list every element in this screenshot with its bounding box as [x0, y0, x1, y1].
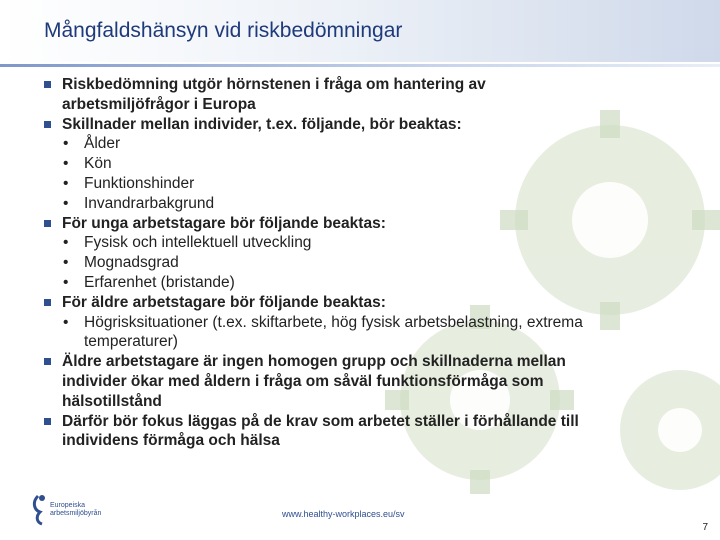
- sub-text: Ålder: [84, 135, 121, 153]
- dot-bullet-icon: •: [63, 155, 69, 173]
- sub-item: [44, 134, 604, 154]
- sub-text: Mognadsgrad: [84, 254, 179, 272]
- dot-bullet-icon: •: [63, 174, 69, 192]
- sub-item: [44, 253, 604, 273]
- bullet-text: Skillnader mellan individer, t.ex. följande, bör beaktas:: [62, 115, 462, 133]
- list-item: [44, 352, 604, 411]
- agency-logo-text: [50, 502, 101, 518]
- list-item: [44, 75, 604, 115]
- list-item: [44, 412, 604, 452]
- logo-line: Europeiska: [50, 502, 86, 509]
- dot-bullet-icon: •: [63, 234, 69, 252]
- sub-item: [44, 273, 604, 293]
- page-title: Mångfaldshänsyn vid riskbedömningar: [44, 19, 403, 42]
- square-bullet-icon: [44, 418, 51, 425]
- square-bullet-icon: [44, 358, 51, 365]
- square-bullet-icon: [44, 220, 51, 227]
- footer-url[interactable]: www.healthy-workplaces.eu/sv: [282, 509, 405, 519]
- sub-text: Fysisk och intellektuell utveckling: [84, 234, 312, 252]
- bullet-text: Äldre arbetstagare är ingen homogen grupp och skillnaderna mellan individer ökar med åldern i fråga om såväl funktionsförmåga som hälsotillstånd: [62, 353, 566, 410]
- dot-bullet-icon: •: [63, 313, 69, 331]
- bullet-text: Därför bör fokus läggas på de krav som arbetet ställer i förhållande till individens förmåga och hälsa: [62, 412, 579, 450]
- sub-text: Erfarenhet (bristande): [84, 273, 235, 291]
- square-bullet-icon: [44, 81, 51, 88]
- sub-item: [44, 154, 604, 174]
- list-item: [44, 293, 604, 313]
- dot-bullet-icon: •: [63, 273, 69, 291]
- sub-text: Högrisksituationer (t.ex. skiftarbete, hög fysisk arbetsbelastning, extrema temperaturer): [84, 313, 583, 351]
- logo-line: arbetsmiljöbyrån: [50, 510, 102, 517]
- title-divider: [0, 64, 720, 67]
- bullet-text: Riskbedömning utgör hörnstenen i fråga om hantering av arbetsmiljöfrågor i Europa: [62, 76, 486, 113]
- bullet-text: För unga arbetstagare bör följande beaktas:: [62, 214, 386, 232]
- list-item: [44, 115, 604, 135]
- sub-text: Kön: [84, 155, 112, 173]
- list-item: [44, 214, 604, 234]
- dot-bullet-icon: •: [63, 135, 69, 153]
- page-number: 7: [702, 522, 708, 533]
- sub-text: Funktionshinder: [84, 174, 195, 192]
- sub-item: [44, 174, 604, 194]
- sub-item: [44, 313, 604, 353]
- square-bullet-icon: [44, 299, 51, 306]
- sub-item: [44, 233, 604, 253]
- bullet-list: [44, 75, 604, 451]
- sub-text: Invandrarbakgrund: [84, 194, 215, 212]
- sub-item: [44, 194, 604, 214]
- dot-bullet-icon: •: [63, 194, 69, 212]
- square-bullet-icon: [44, 121, 51, 128]
- dot-bullet-icon: •: [63, 254, 69, 272]
- bullet-text: För äldre arbetstagare bör följande beaktas:: [62, 293, 386, 311]
